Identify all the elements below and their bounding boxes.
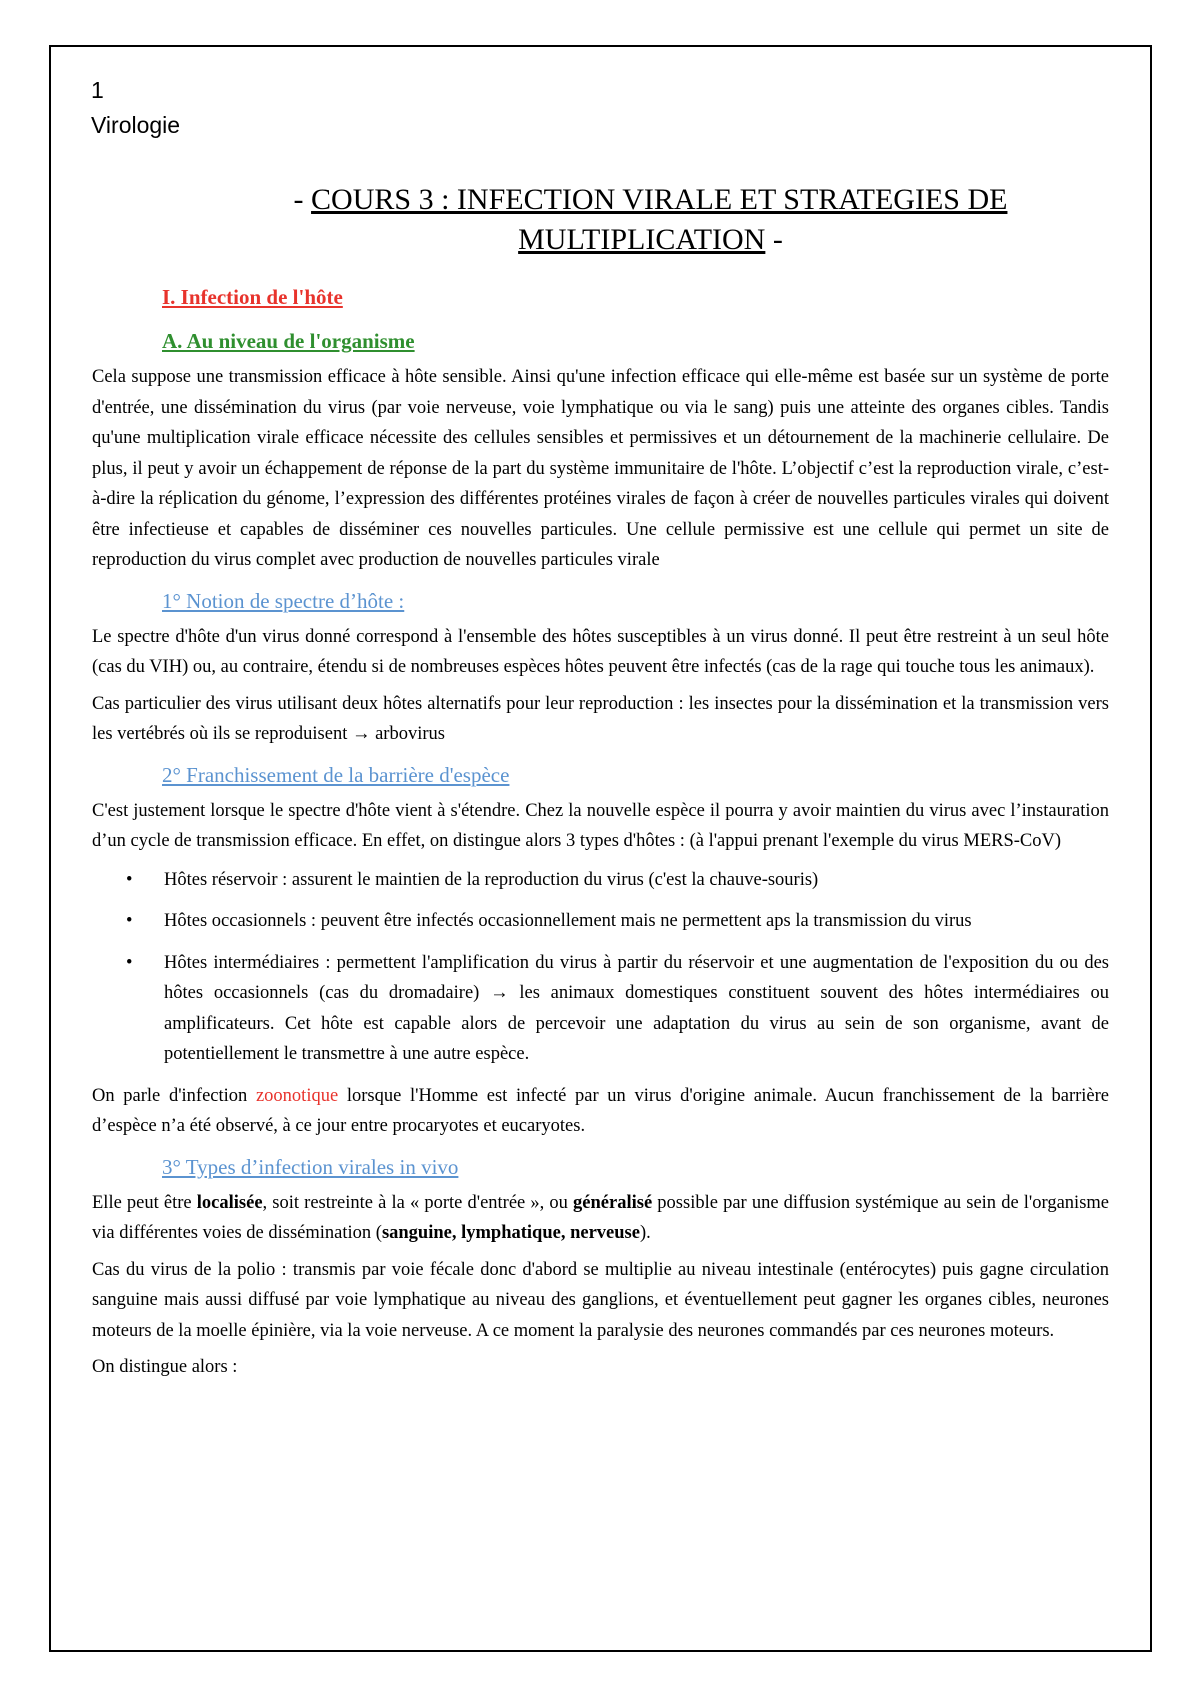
- heading-spectre-hote: 1° Notion de spectre d’hôte :: [162, 588, 405, 613]
- list-item: [92, 865, 1109, 896]
- paragraph-distingue: On distingue alors :: [92, 1357, 238, 1377]
- paragraph-spectre-2: Cas particulier des virus utilisant deux hôtes alternatifs pour leur reproduction : les insectes pour la dissémination et la transmission vers les vertébrés où ils se reproduisent → arbovirus: [92, 693, 1109, 744]
- bold-localisee: localisée: [196, 1192, 263, 1213]
- page-header: [91, 73, 180, 143]
- list-item-text: Hôtes occasionnels : peuvent être infectés occasionnellement mais ne permettent aps la transmission du virus: [164, 911, 972, 931]
- paragraph-zoonotique: [92, 1081, 1109, 1142]
- paragraph-barriere-1: C'est justement lorsque le spectre d'hôte vient à s'étendre. Chez la nouvelle espèce il pourra y avoir maintien du virus avec l’instauration d’un cycle de transmission efficace. En effet, on distingue alors 3 types d'hôtes : (à l'appui prenant l'exemple du virus MERS-CoV): [92, 800, 1109, 851]
- bullet-icon: •: [126, 869, 133, 890]
- bold-generalise: généralisé: [573, 1192, 653, 1213]
- bullet-icon: •: [126, 911, 133, 931]
- subject-label: Virologie: [91, 112, 181, 138]
- text-run: ).: [639, 1223, 651, 1243]
- document-body: [92, 180, 1109, 1387]
- page-number: 1: [91, 77, 104, 103]
- text-run: On parle d'infection: [92, 1085, 256, 1106]
- text-run: possible par une diffusion systémique au sein de l'organisme via différentes voies de dissémination (: [92, 1192, 1109, 1243]
- text-run: Elle peut être: [92, 1192, 197, 1213]
- title-prefix: -: [293, 183, 312, 216]
- bold-voies: sanguine, lymphatique, nerveuse: [381, 1223, 640, 1243]
- paragraph-polio: Cas du virus de la polio : transmis par voie fécale donc d'abord se multiplie au niveau intestinale (entérocytes) puis gagne circulation sanguine mais aussi diffusé par voie lymphatique au niveau des ganglions, et éventuellement peut gagner les organes cibles, neurones moteurs de la moelle épinière, via la voie nerveuse. A ce moment la paralysie des neurones commandés par ces neurones moteurs.: [92, 1259, 1109, 1341]
- list-item: [92, 948, 1109, 1070]
- list-item: [92, 906, 1109, 937]
- paragraph-types-1: [92, 1188, 1109, 1249]
- list-item-text: Hôtes réservoir : assurent le maintien de la reproduction du virus (c'est la chauve-souris): [164, 869, 819, 890]
- title-line-2: MULTIPLICATION: [518, 223, 766, 256]
- heading-section-I: I. Infection de l'hôte: [162, 285, 343, 309]
- heading-barriere-espece: 2° Franchissement de la barrière d'espèce: [162, 762, 510, 787]
- document-title: [192, 180, 1109, 260]
- paragraph-organisme: Cela suppose une transmission efficace à hôte sensible. Ainsi qu'une infection efficace qui elle-même est basée sur un système de porte d'entrée, une dissémination du virus (par voie nerveuse, voie lymphatique ou via le sang) puis une atteinte des organes cibles. Tandis qu'une multiplication virale efficace nécessite des cellules sensibles et permissives et un détournement de la machinerie cellulaire. De plus, il peut y avoir un échappement de réponse de la part du système immunitaire de l'hôte. L’objectif c’est la reproduction virale, c’est-à-dire la réplication du génome, l’expression des différentes protéines virales de façon à créer de nouvelles particules virales qui doivent être infectieuse et capables de disséminer ces nouvelles particules. Une cellule permissive est une cellule qui permet un site de reproduction du virus complet avec production de nouvelles particules virale: [92, 367, 1109, 570]
- host-types-list: [92, 865, 1109, 1070]
- title-suffix: -: [765, 223, 783, 256]
- title-line-1: COURS 3 : INFECTION VIRALE ET STRATEGIES DE: [311, 183, 1008, 216]
- text-run: lorsque l'Homme est infecté par un virus d'origine animale. Aucun franchissement de la barrière d’espèce n’a été observé, à ce jour entre procaryotes et eucaryotes.: [92, 1085, 1109, 1136]
- heading-types-infection: 3° Types d’infection virales in vivo: [162, 1154, 459, 1179]
- list-item-text: Hôtes intermédiaires : permettent l'amplification du virus à partir du réservoir et une augmentation de l'exposition du ou des hôtes occasionnels (cas du dromadaire) → les animaux domestiques constituent souvent des hôtes intermédiaires ou amplificateurs. Cet hôte est capable alors de percevoir une adaptation du virus au sein de son organisme, avant de potentiellement le transmettre à une autre espèce.: [164, 952, 1109, 1064]
- text-run: , soit restreinte à la « porte d'entrée », ou: [262, 1192, 574, 1213]
- paragraph-spectre-1: Le spectre d'hôte d'un virus donné correspond à l'ensemble des hôtes susceptibles à un virus donné. Il peut être restreint à un seul hôte (cas du VIH) ou, au contraire, étendu si de nombreuses espèces hôtes peuvent être infectés (cas de la rage qui touche tous les animaux).: [92, 626, 1109, 677]
- heading-section-A: A. Au niveau de l'organisme: [162, 329, 415, 353]
- highlight-zoonotique: zoonotique: [255, 1085, 339, 1106]
- bullet-icon: •: [126, 952, 133, 973]
